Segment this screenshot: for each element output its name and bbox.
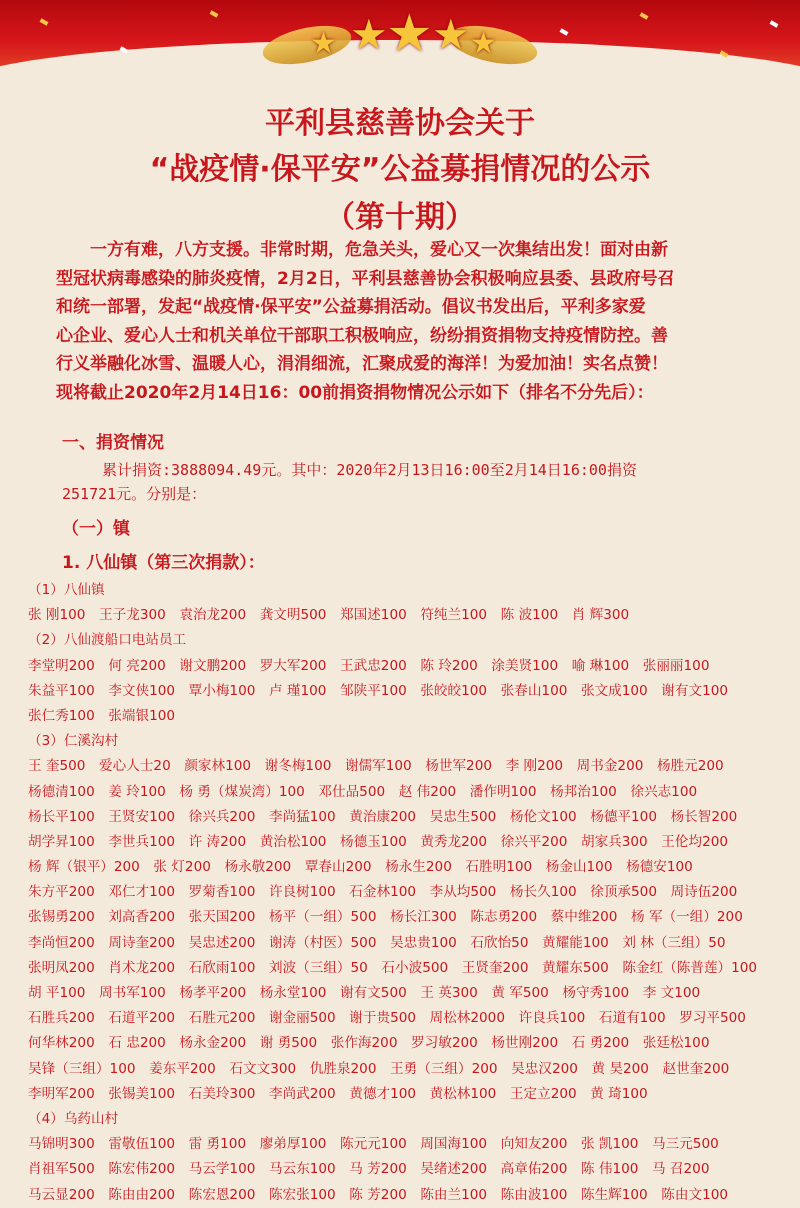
- list-item: 何华林200 石 忠200 杨永金200 谢 勇500 张作海200 罗习敏200 杨世刚200 石 勇200 张廷松100: [28, 1035, 710, 1052]
- intro-line: 行义举融化冰雪、温暖人心，涓涓细流，汇聚成爱的海洋！为爱加油！实名点赞！: [56, 354, 668, 375]
- section-heading-donations: 一、捐资情况: [62, 433, 164, 453]
- list-item: 张锡勇200 刘高香200 张天国200 杨平（一组）500 杨长江300 陈志勇200 蔡中维200 杨 军（一组）200: [28, 909, 743, 926]
- title-line-1: 平利县慈善协会关于: [265, 106, 535, 141]
- header-banner: [0, 0, 800, 95]
- totals-text: [62, 458, 782, 506]
- list-item: 马锦明300 雷敬伍100 雷 勇100 廖弟厚100 陈元元100 周国海100 向知友200 张 凯100 马三元500: [28, 1136, 719, 1153]
- title-line-2: “战疫情·保平安”公益募捐情况的公示: [149, 152, 651, 187]
- list-item: 杨德清100 姜 玲100 杨 勇（煤炭湾）100 邓仕品500 赵 伟200 潘作明100 杨邦治100 徐兴志100: [28, 783, 698, 800]
- list-item: 胡学昇100 李世兵100 许 涛200 黄治松100 杨德玉100 黄秀龙200 徐兴平200 胡家兵300 王伦均200: [28, 833, 729, 850]
- list-item: 杨长平100 王贤安100 徐兴兵200 李尚猛100 黄治康200 吴忠生500 杨伦文100 杨德平100 杨长智200: [28, 808, 738, 825]
- list-item: 马云显200 陈由由200 陈宏恩200 陈宏张100 陈 芳200 陈由兰100 陈由波100 陈生辉100 陈由文100: [28, 1186, 729, 1203]
- list-item: 李堂明200 何 亮200 谢文鹏200 罗大军200 王武忠200 陈 玲200 涂美贤100 喻 琳100 张丽丽100: [28, 657, 710, 674]
- section-heading-towns: （一）镇: [62, 519, 130, 539]
- list-item: （2）八仙渡船口电站员工: [28, 632, 187, 649]
- title-line-3: （第十期）: [325, 200, 475, 235]
- list-item: （3）仁溪沟村: [28, 733, 119, 750]
- list-item: 肖祖军500 陈宏伟200 马云学100 马云东100 马 芳200 吴绪述200 高章佑200 陈 伟100 马 召200: [28, 1161, 710, 1178]
- list-item: 吴锋（三组）100 姜东平200 石文文300 仇胜泉200 王勇（三组）200 吴忠汉200 黄 昊200 赵世奎200: [28, 1060, 730, 1077]
- list-item: 石胜兵200 石道平200 石胜元200 谢金丽500 谢于贵500 周松林2000 许良兵100 石道有100 罗习平500: [28, 1010, 746, 1027]
- intro-paragraph: [56, 236, 776, 408]
- list-item: 朱益平100 李文侠100 覃小梅100 卢 瑾100 邹陕平100 张皎皎100 张春山100 张文成100 谢有文100: [28, 682, 729, 699]
- stars-decoration: ★ ★ ★ ★ ★: [310, 4, 497, 64]
- list-item: 张明凤200 肖术龙200 石欣雨100 刘波（三组）50 石小波500 王贤奎200 黄耀东500 陈金红（陈普莲）100: [28, 959, 758, 976]
- list-item: 王 奎500 爱心人士20 颜家林100 谢冬梅100 谢儒军100 杨世军200 李 刚200 周书金200 杨胜元200: [28, 758, 724, 775]
- totals-line: 累计捐资:3888094.49元。其中：2020年2月13日16:00至2月14日16:00捐资: [102, 461, 637, 479]
- list-item: 张 刚100 王子龙300 袁治龙200 龚文明500 郑国述100 符纯兰100 陈 波100 肖 辉300: [28, 607, 630, 624]
- intro-line: 心企业、爱心人士和机关单位干部职工积极响应，纷纷捐资捐物支持疫情防控。善: [56, 325, 668, 346]
- intro-line: 型冠状病毒感染的肺炎疫情，2月2日，平利县慈善协会积极响应县委、县政府号召: [56, 268, 675, 289]
- list-item: 朱方平200 邓仁才100 罗菊香100 许良树100 石金林100 李从均500 杨长久100 徐顶承500 周诗伍200: [28, 884, 738, 901]
- list-item: 杨 辉（银平）200 张 灯200 杨永敬200 覃春山200 杨永生200 石胜明100 杨金山100 杨德安100: [28, 859, 693, 876]
- list-item: 张仁秀100 张端银100: [28, 707, 176, 724]
- intro-line: 现将截止2020年2月14日16：00前捐资捐物情况公示如下（排名不分先后）：: [56, 382, 654, 403]
- donor-list: [28, 578, 798, 1208]
- totals-line: 251721元。分别是：: [62, 485, 207, 503]
- list-item: 胡 平100 周书军100 杨孝平200 杨永堂100 谢有文500 王 英300 黄 军500 杨守秀100 李 文100: [28, 985, 701, 1001]
- list-item: 李尚恒200 周诗奎200 吴忠述200 谢涛（村医）500 吴忠贵100 石欣怡50 黄耀能100 刘 林（三组）50: [28, 934, 726, 951]
- intro-line: 和统一部署，发起“战疫情·保平安”公益募捐活动。倡议书发出后，平利多家爱: [56, 297, 646, 318]
- list-item: 李明军200 张锡美100 石美玲300 李尚武200 黄德才100 黄松林100 王定立200 黄 琦100: [28, 1085, 648, 1102]
- list-item: （1）八仙镇: [28, 582, 105, 598]
- intro-line: 一方有难，八方支援。非常时期，危急关头，爱心又一次集结出发！面对由新: [56, 240, 668, 260]
- section-heading-baxian: 1. 八仙镇（第三次捐款）：: [62, 553, 265, 573]
- list-item: （4）乌药山村: [28, 1110, 119, 1127]
